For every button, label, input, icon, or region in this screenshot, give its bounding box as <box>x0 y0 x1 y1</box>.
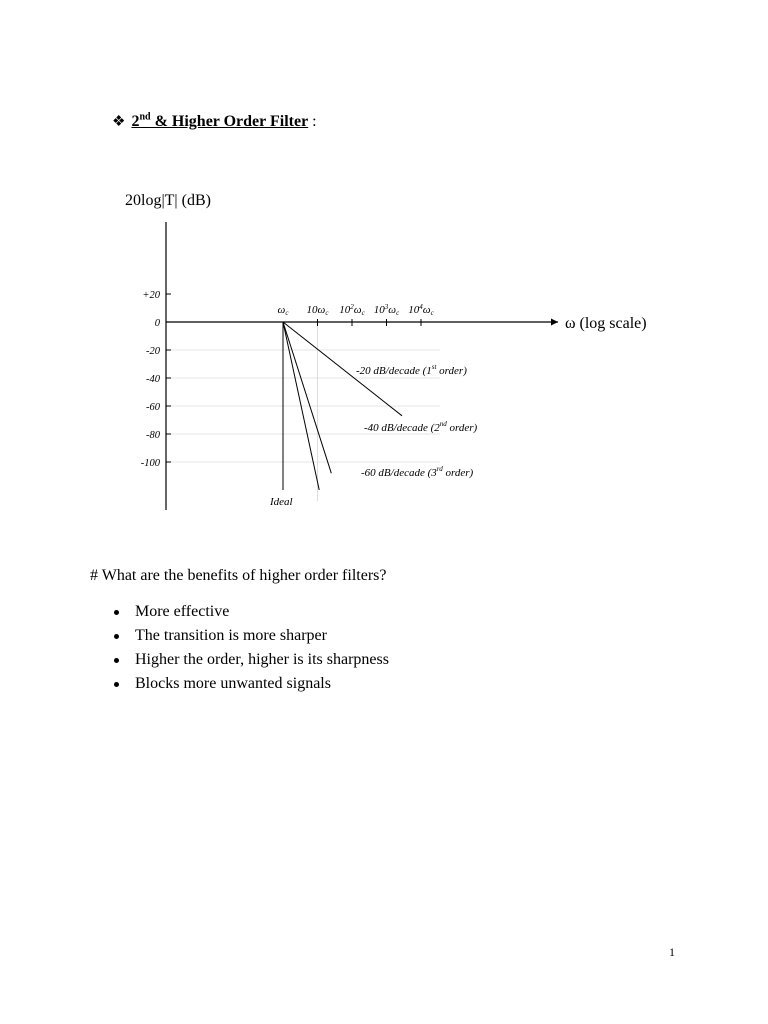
list-item: The transition is more sharper <box>110 624 389 648</box>
y-tick-label: 0 <box>154 318 160 329</box>
x-tick-label: $10^3\omega c$ <box>373 303 400 317</box>
heading-ordinal-number: 2 <box>131 113 140 130</box>
y-tick-label: +20 <box>142 290 160 301</box>
ideal-label: Ideal <box>270 496 293 508</box>
y-tick-label: -40 <box>146 374 160 385</box>
benefits-list <box>110 600 389 696</box>
y-tick-label: -100 <box>140 458 160 469</box>
slope-annotation: -20 dB/decade (1st order) <box>356 363 467 377</box>
y-axis-label: 20log|T| (dB) <box>125 192 211 209</box>
question-text: # What are the benefits of higher order filters? <box>90 567 387 584</box>
diamond-bullet-icon: ❖ <box>112 114 126 130</box>
x-tick-label: $10^2\omega c$ <box>339 303 365 317</box>
list-item: More effective <box>110 600 389 624</box>
x-tick-label: 10ωc <box>306 304 329 317</box>
heading-colon: : <box>312 113 317 130</box>
y-tick-label: -20 <box>146 346 160 357</box>
x-tick-label: ωc <box>277 304 289 317</box>
slope-annotation: -60 dB/decade (3rd order) <box>361 465 474 479</box>
y-tick-label: -60 <box>146 402 160 413</box>
heading-title-text: & Higher Order Filter <box>150 113 309 130</box>
page-number: 1 <box>669 945 675 959</box>
list-item: Higher the order, higher is its sharpness <box>110 648 389 672</box>
x-axis-label: ω (log scale) <box>565 315 647 332</box>
slope-annotation: -40 dB/decade (2nd order) <box>364 420 478 434</box>
heading-ordinal-suffix: nd <box>139 111 151 123</box>
rolloff-line <box>283 322 331 473</box>
x-tick-label: $10^4\omega c$ <box>408 303 434 317</box>
list-item: Blocks more unwanted signals <box>110 672 389 696</box>
y-tick-label: -80 <box>146 430 160 441</box>
